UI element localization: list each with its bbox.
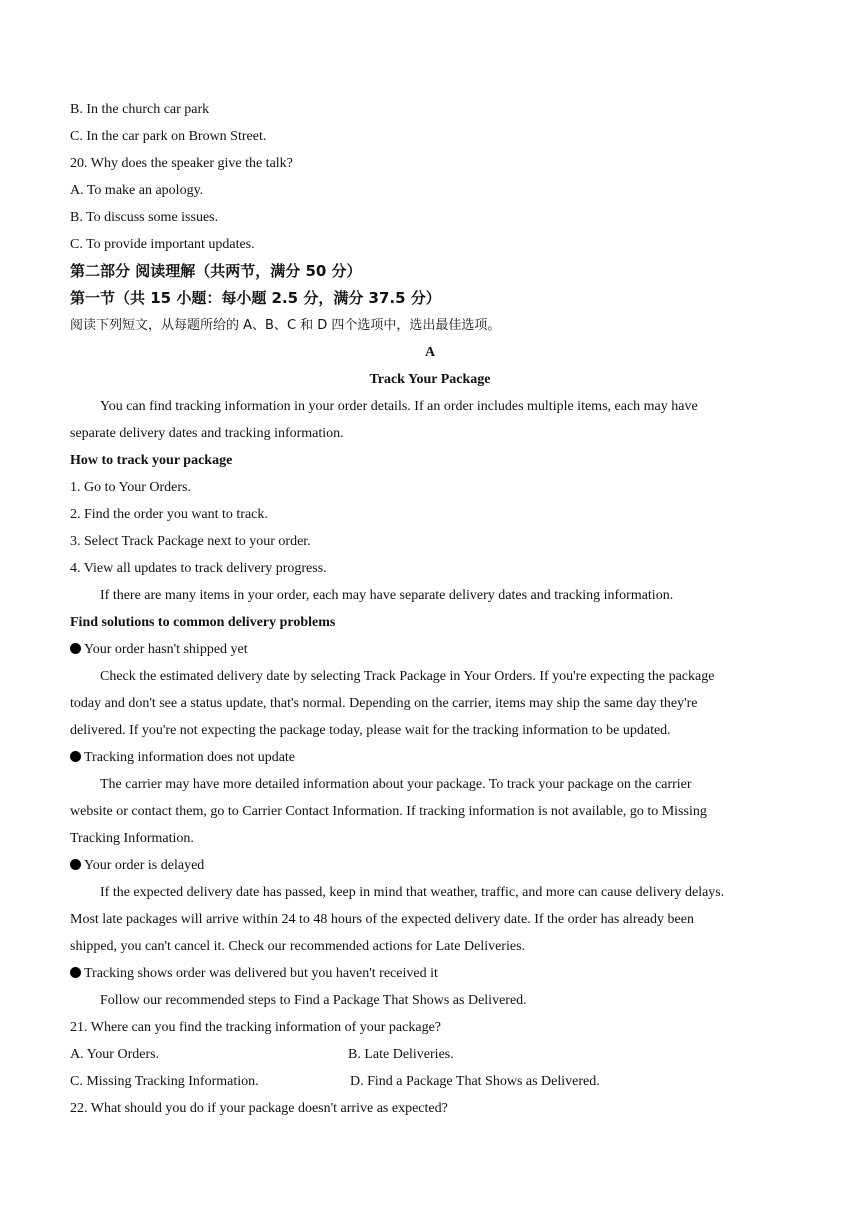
- bullet-icon: [70, 967, 81, 978]
- q20-stem: 20. Why does the speaker give the talk?: [70, 156, 293, 171]
- q19-option-b: B. In the church car park: [70, 102, 210, 117]
- problem-title-text: Your order hasn't shipped yet: [84, 642, 248, 657]
- passage-letter: A: [424, 345, 436, 360]
- problem-text-line: If the expected delivery date has passed, keep in mind that weather, traffic, and more can cause delivery delays.: [100, 885, 725, 900]
- passage-title: Track Your Package: [369, 372, 491, 387]
- problem-title: [70, 852, 790, 879]
- problem-title-text: Tracking information does not update: [84, 750, 296, 765]
- problem-title: [70, 744, 790, 771]
- problem-text-line: Check the estimated delivery date by selecting Track Package in Your Orders. If you're expecting the package: [100, 669, 715, 684]
- q21-option-d: D. Find a Package That Shows as Delivered.: [350, 1074, 600, 1089]
- solutions-heading: Find solutions to common delivery problems: [70, 615, 336, 630]
- q21-option-a: A. Your Orders.: [70, 1047, 160, 1062]
- q21-options-row-1: [70, 1041, 790, 1068]
- intro-line-1: You can find tracking information in your order details. If an order includes multiple items, each may have: [100, 399, 698, 414]
- how-to-heading: How to track your package: [70, 453, 233, 468]
- steps-note: If there are many items in your order, each may have separate delivery dates and tracking information.: [100, 588, 674, 603]
- q22-stem: 22. What should you do if your package doesn't arrive as expected?: [70, 1101, 448, 1116]
- bullet-icon: [70, 643, 81, 654]
- step-item: 4. View all updates to track delivery progress.: [70, 561, 327, 576]
- problem-text-line: delivered. If you're not expecting the package today, please wait for the tracking information to be updated.: [70, 723, 671, 738]
- problem-text-line: website or contact them, go to Carrier Contact Information. If tracking information is not available, go to Missing: [70, 804, 707, 819]
- step-item: 3. Select Track Package next to your order.: [70, 534, 311, 549]
- q20-option-b: B. To discuss some issues.: [70, 210, 219, 225]
- problem-title: [70, 960, 790, 987]
- section-heading: 第一节（共 15 小题：每小题 2.5 分，满分 37.5 分）: [70, 289, 441, 307]
- q21-option-b: B. Late Deliveries.: [348, 1047, 454, 1062]
- q21-stem: 21. Where can you find the tracking information of your package?: [70, 1020, 441, 1035]
- bullet-icon: [70, 859, 81, 870]
- q20-option-a: A. To make an apology.: [70, 183, 204, 198]
- q19-option-c: C. In the car park on Brown Street.: [70, 129, 267, 144]
- q20-option-c: C. To provide important updates.: [70, 237, 255, 252]
- exam-page: [70, 96, 790, 1122]
- problem-text-line: Most late packages will arrive within 24 to 48 hours of the expected delivery date. If the order has already been: [70, 912, 694, 927]
- problem-text-line: The carrier may have more detailed information about your package. To track your package on the carrier: [100, 777, 692, 792]
- problem-title-text: Your order is delayed: [84, 858, 205, 873]
- intro-line-2: separate delivery dates and tracking information.: [70, 426, 344, 441]
- problem-text-line: shipped, you can't cancel it. Check our recommended actions for Late Deliveries.: [70, 939, 526, 954]
- q21-options-row-2: [70, 1068, 790, 1095]
- step-item: 2. Find the order you want to track.: [70, 507, 268, 522]
- problem-title: [70, 636, 790, 663]
- part-heading: 第二部分 阅读理解（共两节，满分 50 分）: [70, 262, 362, 280]
- instructions: 阅读下列短文，从每题所给的 A、B、C 和 D 四个选项中，选出最佳选项。: [70, 318, 501, 333]
- q21-option-c: C. Missing Tracking Information.: [70, 1074, 259, 1089]
- bullet-icon: [70, 751, 81, 762]
- problem-text-line: Follow our recommended steps to Find a Package That Shows as Delivered.: [100, 993, 527, 1008]
- problem-text-line: today and don't see a status update, that's normal. Depending on the carrier, items may ship the same day they're: [70, 696, 698, 711]
- step-item: 1. Go to Your Orders.: [70, 480, 191, 495]
- problem-title-text: Tracking shows order was delivered but you haven't received it: [84, 966, 438, 981]
- problem-text-line: Tracking Information.: [70, 831, 194, 846]
